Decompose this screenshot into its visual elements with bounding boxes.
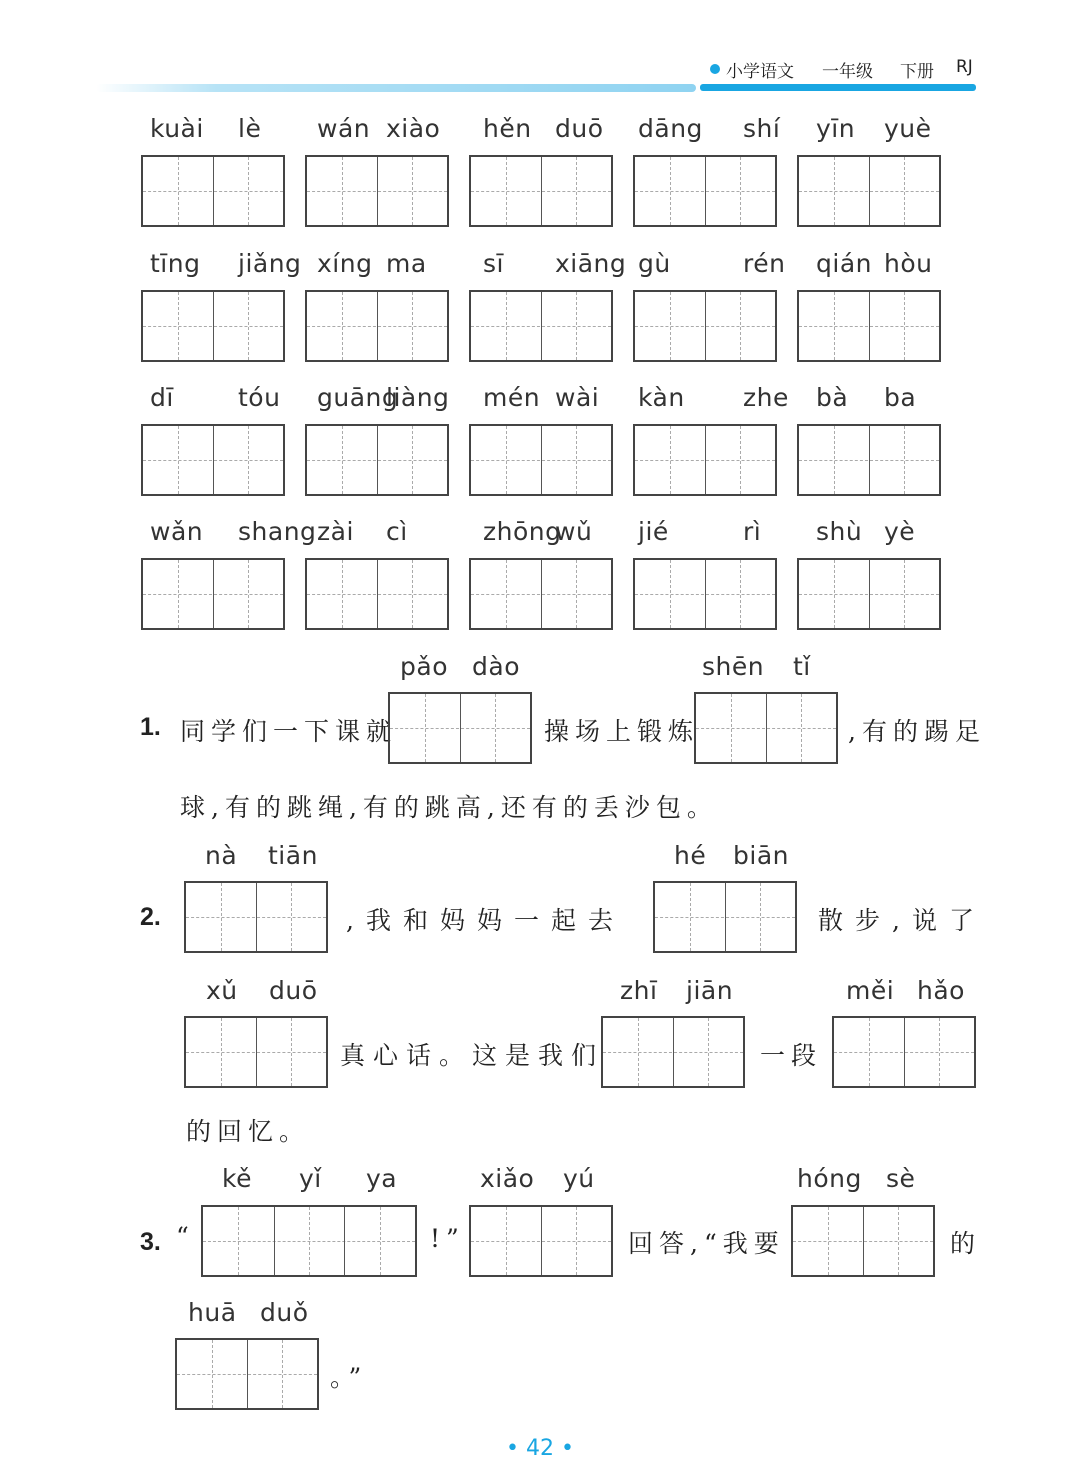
- q3-b4-pinyin-1: huā: [188, 1298, 237, 1327]
- q1-blank2-pinyin-1: shēn: [702, 652, 765, 681]
- grid-cell-divider: [213, 560, 214, 628]
- grid-guide-line: [342, 292, 343, 360]
- grid-guide-line: [690, 883, 691, 951]
- grid-guide-line: [495, 694, 496, 762]
- word-pinyin-2: cì: [386, 517, 408, 546]
- word-writing-box[interactable]: [797, 155, 941, 227]
- q2-blank-3[interactable]: [184, 1016, 328, 1088]
- q2-text-1: ,我和妈妈一起去: [346, 906, 625, 935]
- grid-guide-line: [342, 560, 343, 628]
- q2-b2-pinyin-1: hé: [674, 841, 707, 870]
- grid-guide-line: [212, 1340, 213, 1408]
- word-pinyin-1: yīn: [816, 114, 856, 143]
- word-pinyin-2: duō: [555, 114, 604, 143]
- grid-cell-divider: [344, 1207, 345, 1275]
- word-writing-box[interactable]: [305, 290, 449, 362]
- q3-text-2: 回答,“我要: [628, 1229, 785, 1258]
- q1-blank-1[interactable]: [388, 692, 532, 764]
- word-writing-box[interactable]: [305, 558, 449, 630]
- grid-guide-line: [291, 1018, 292, 1086]
- q2-blank-2[interactable]: [653, 881, 797, 953]
- q1-text-1: 同学们一下课就: [180, 717, 398, 746]
- grid-guide-line: [412, 560, 413, 628]
- grid-guide-line: [898, 1207, 899, 1275]
- grid-guide-line: [576, 292, 577, 360]
- grid-guide-line: [178, 560, 179, 628]
- q3-text-1: !”: [430, 1224, 465, 1253]
- word-pinyin-1: kàn: [638, 383, 685, 412]
- word-pinyin-1: jié: [638, 517, 669, 546]
- grid-guide-line: [425, 694, 426, 762]
- grid-cell-divider: [766, 694, 767, 762]
- word-pinyin-1: zài: [317, 517, 354, 546]
- grid-guide-line: [828, 1207, 829, 1275]
- q1-blank-2[interactable]: [694, 692, 838, 764]
- grid-guide-line: [309, 1207, 310, 1275]
- q3-open-quote: “: [176, 1222, 195, 1251]
- grid-cell-divider: [863, 1207, 864, 1275]
- grid-cell-divider: [460, 694, 461, 762]
- q1-blank1-pinyin-2: dào: [472, 652, 520, 681]
- grid-guide-line: [740, 292, 741, 360]
- grid-guide-line: [412, 157, 413, 225]
- grid-cell-divider: [256, 883, 257, 951]
- word-pinyin-2: yè: [884, 517, 916, 546]
- grid-guide-line: [238, 1207, 239, 1275]
- grid-guide-line: [221, 883, 222, 951]
- grid-guide-line: [380, 1207, 381, 1275]
- word-pinyin-1: bà: [816, 383, 849, 412]
- word-pinyin-1: dī: [150, 383, 174, 412]
- word-pinyin-2: yuè: [884, 114, 932, 143]
- grid-cell-divider: [256, 1018, 257, 1086]
- grid-guide-line: [834, 560, 835, 628]
- q3-b2-pinyin-1: xiǎo: [480, 1164, 535, 1193]
- q3-b3-pinyin-1: hóng: [797, 1164, 862, 1193]
- header-volume: 下册: [900, 62, 934, 82]
- header-dot-icon: [710, 64, 720, 74]
- q2-b1-pinyin-2: tiān: [268, 841, 318, 870]
- page-number: • 42 •: [506, 1436, 574, 1461]
- q3-b3-pinyin-2: sè: [886, 1164, 916, 1193]
- q2-b3-pinyin-1: xǔ: [206, 976, 238, 1005]
- grid-guide-line: [282, 1340, 283, 1408]
- word-writing-box[interactable]: [469, 424, 613, 496]
- grid-cell-divider: [247, 1340, 248, 1408]
- word-writing-box[interactable]: [797, 290, 941, 362]
- q2-b5-pinyin-2: hǎo: [917, 976, 965, 1005]
- word-pinyin-2: zhe: [743, 383, 789, 412]
- grid-guide-line: [638, 1018, 639, 1086]
- grid-guide-line: [506, 1207, 507, 1275]
- header-accent-line: [700, 84, 976, 91]
- grid-guide-line: [760, 883, 761, 951]
- word-writing-box[interactable]: [141, 424, 285, 496]
- grid-guide-line: [670, 157, 671, 225]
- q3-blank-4[interactable]: [175, 1338, 319, 1410]
- grid-guide-line: [904, 560, 905, 628]
- grid-guide-line: [506, 157, 507, 225]
- word-pinyin-1: wǎn: [150, 517, 204, 546]
- grid-guide-line: [178, 157, 179, 225]
- grid-guide-line: [342, 157, 343, 225]
- grid-cell-divider: [869, 157, 870, 225]
- grid-guide-line: [248, 292, 249, 360]
- word-pinyin-1: sī: [483, 249, 504, 278]
- grid-guide-line: [248, 560, 249, 628]
- grid-guide-line: [412, 426, 413, 494]
- word-pinyin-2: shang: [238, 517, 317, 546]
- grid-cell-divider: [869, 560, 870, 628]
- grid-cell-divider: [541, 426, 542, 494]
- word-pinyin-2: shí: [743, 114, 781, 143]
- grid-cell-divider: [377, 560, 378, 628]
- grid-guide-line: [576, 426, 577, 494]
- q1-blank2-pinyin-2: tǐ: [793, 652, 811, 681]
- q2-number: 2.: [140, 903, 161, 931]
- q1-text-3: ,有的踢足: [848, 717, 986, 746]
- grid-guide-line: [291, 883, 292, 951]
- word-pinyin-1: shù: [816, 517, 863, 546]
- word-pinyin-1: tīng: [150, 249, 201, 278]
- q2-blank-1[interactable]: [184, 881, 328, 953]
- grid-guide-line: [576, 1207, 577, 1275]
- page-header: [0, 0, 1080, 100]
- word-pinyin-2: hòu: [884, 249, 933, 278]
- word-writing-box[interactable]: [469, 155, 613, 227]
- q2-b4-pinyin-2: jiān: [686, 976, 734, 1005]
- header-edition: RJ: [956, 57, 973, 77]
- grid-cell-divider: [213, 292, 214, 360]
- word-pinyin-2: ba: [884, 383, 917, 412]
- grid-cell-divider: [904, 1018, 905, 1086]
- word-pinyin-1: xíng: [317, 249, 373, 278]
- grid-cell-divider: [377, 292, 378, 360]
- grid-guide-line: [412, 292, 413, 360]
- q3-blank-1[interactable]: [201, 1205, 417, 1277]
- grid-guide-line: [670, 292, 671, 360]
- q3-text-4: 。”: [330, 1363, 368, 1392]
- word-pinyin-2: ma: [386, 249, 427, 278]
- q3-b1-pinyin-3: ya: [366, 1164, 398, 1193]
- grid-guide-line: [506, 560, 507, 628]
- word-pinyin-1: qián: [816, 249, 872, 278]
- q2-text-4: 一段: [760, 1041, 823, 1070]
- grid-guide-line: [506, 426, 507, 494]
- grid-guide-line: [834, 157, 835, 225]
- word-pinyin-2: xiāng: [555, 249, 627, 278]
- word-pinyin-1: mén: [483, 383, 541, 412]
- grid-cell-divider: [541, 1207, 542, 1275]
- grid-cell-divider: [377, 426, 378, 494]
- word-writing-box[interactable]: [141, 155, 285, 227]
- word-pinyin-2: liàng: [386, 383, 450, 412]
- q3-b2-pinyin-2: yú: [563, 1164, 595, 1193]
- grid-guide-line: [904, 426, 905, 494]
- grid-cell-divider: [725, 883, 726, 951]
- q2-b1-pinyin-1: nà: [205, 841, 238, 870]
- word-writing-box[interactable]: [633, 290, 777, 362]
- q1-number: 1.: [140, 713, 161, 741]
- word-pinyin-1: dāng: [638, 114, 703, 143]
- grid-guide-line: [801, 694, 802, 762]
- grid-guide-line: [740, 426, 741, 494]
- q2-text-3: 真心话。这是我们: [340, 1041, 605, 1070]
- q2-b2-pinyin-2: biān: [733, 841, 789, 870]
- q2-blank-4[interactable]: [601, 1016, 745, 1088]
- word-pinyin-2: rén: [743, 249, 786, 278]
- grid-cell-divider: [869, 292, 870, 360]
- grid-cell-divider: [705, 157, 706, 225]
- grid-guide-line: [834, 426, 835, 494]
- grid-guide-line: [834, 292, 835, 360]
- word-pinyin-2: wài: [555, 383, 600, 412]
- q2-text-2: 散步,说了: [818, 906, 986, 935]
- q1-text-4: 球,有的跳绳,有的跳高,还有的丢沙包。: [180, 793, 718, 822]
- grid-guide-line: [731, 694, 732, 762]
- word-writing-box[interactable]: [305, 155, 449, 227]
- q3-b1-pinyin-1: kě: [222, 1164, 252, 1193]
- grid-guide-line: [670, 426, 671, 494]
- grid-guide-line: [576, 157, 577, 225]
- grid-cell-divider: [705, 560, 706, 628]
- word-writing-box[interactable]: [633, 558, 777, 630]
- word-writing-box[interactable]: [797, 424, 941, 496]
- grid-cell-divider: [869, 426, 870, 494]
- word-pinyin-2: lè: [238, 114, 262, 143]
- word-pinyin-1: hěn: [483, 114, 532, 143]
- grid-cell-divider: [213, 157, 214, 225]
- grid-guide-line: [221, 1018, 222, 1086]
- grid-guide-line: [939, 1018, 940, 1086]
- grid-guide-line: [342, 426, 343, 494]
- q3-b4-pinyin-2: duǒ: [260, 1298, 309, 1327]
- grid-cell-divider: [274, 1207, 275, 1275]
- q2-blank-5[interactable]: [832, 1016, 976, 1088]
- grid-cell-divider: [377, 157, 378, 225]
- q3-blank-2[interactable]: [469, 1205, 613, 1277]
- grid-guide-line: [904, 157, 905, 225]
- grid-guide-line: [248, 157, 249, 225]
- grid-cell-divider: [541, 157, 542, 225]
- q3-blank-3[interactable]: [791, 1205, 935, 1277]
- word-writing-box[interactable]: [797, 558, 941, 630]
- word-pinyin-1: gù: [638, 249, 671, 278]
- grid-guide-line: [740, 560, 741, 628]
- word-pinyin-2: xiào: [386, 114, 441, 143]
- header-subject: 小学语文: [726, 62, 794, 82]
- grid-cell-divider: [213, 426, 214, 494]
- word-pinyin-2: jiǎng: [238, 249, 302, 278]
- grid-cell-divider: [541, 560, 542, 628]
- word-pinyin-2: rì: [743, 517, 762, 546]
- word-writing-box[interactable]: [141, 558, 285, 630]
- grid-guide-line: [670, 560, 671, 628]
- word-writing-box[interactable]: [469, 290, 613, 362]
- grid-guide-line: [869, 1018, 870, 1086]
- grid-guide-line: [178, 426, 179, 494]
- word-pinyin-2: tóu: [238, 383, 281, 412]
- grid-cell-divider: [705, 426, 706, 494]
- q3-number: 3.: [140, 1228, 161, 1256]
- grid-guide-line: [708, 1018, 709, 1086]
- word-writing-box[interactable]: [469, 558, 613, 630]
- grid-cell-divider: [705, 292, 706, 360]
- q1-blank1-pinyin-1: pǎo: [400, 652, 448, 681]
- grid-cell-divider: [541, 292, 542, 360]
- word-pinyin-2: wǔ: [555, 517, 593, 546]
- grid-guide-line: [740, 157, 741, 225]
- word-writing-box[interactable]: [633, 155, 777, 227]
- word-pinyin-1: zhōng: [483, 517, 562, 546]
- word-pinyin-1: wán: [317, 114, 371, 143]
- q3-b1-pinyin-2: yǐ: [299, 1164, 322, 1193]
- grid-guide-line: [576, 560, 577, 628]
- q2-text-5: 的回忆。: [186, 1117, 311, 1146]
- grid-guide-line: [904, 292, 905, 360]
- q2-b5-pinyin-1: měi: [846, 976, 895, 1005]
- q2-b3-pinyin-2: duō: [269, 976, 318, 1005]
- grid-guide-line: [248, 426, 249, 494]
- grid-guide-line: [178, 292, 179, 360]
- header-grade: 一年级: [822, 62, 873, 82]
- word-writing-box[interactable]: [633, 424, 777, 496]
- word-writing-box[interactable]: [305, 424, 449, 496]
- q2-b4-pinyin-1: zhī: [620, 976, 658, 1005]
- q3-text-3: 的: [950, 1229, 982, 1258]
- header-decor-line: [96, 84, 696, 92]
- grid-guide-line: [506, 292, 507, 360]
- word-pinyin-1: kuài: [150, 114, 204, 143]
- word-pinyin-1: guāng: [317, 383, 399, 412]
- word-writing-box[interactable]: [141, 290, 285, 362]
- grid-cell-divider: [673, 1018, 674, 1086]
- q1-text-2: 操场上锻炼: [544, 717, 700, 746]
